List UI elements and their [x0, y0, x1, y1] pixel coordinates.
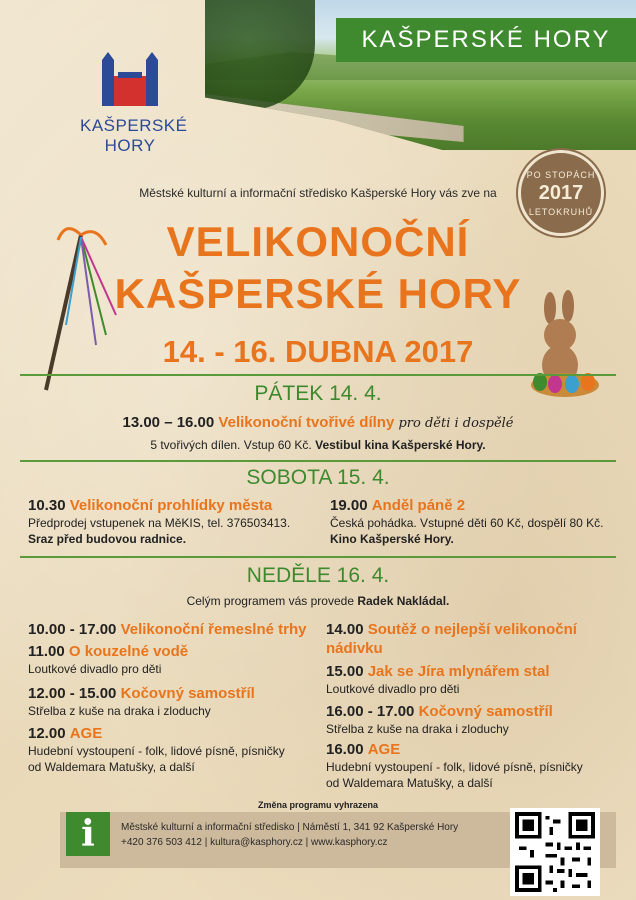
- info-icon: i: [66, 812, 110, 856]
- sunday-event: [326, 620, 626, 658]
- event-name-line2: nádivku: [326, 640, 383, 657]
- stamp-top-text: PO STOPÁCH: [526, 169, 596, 180]
- event-desc-line2: od Waldemara Matušky, a další: [28, 760, 195, 774]
- event-name: O kouzelné vodě: [68, 643, 189, 660]
- sunday-event: [28, 684, 328, 719]
- event-time: 16.00 - 17.00: [326, 703, 415, 720]
- divider: [20, 556, 616, 558]
- event-desc: Hudební vystoupení - folk, lidové písně, písničky: [326, 760, 583, 774]
- event-time: 15.00: [326, 663, 364, 680]
- divider: [20, 460, 616, 462]
- sunday-event: [326, 662, 626, 697]
- qr-code-icon: [510, 808, 600, 896]
- event-time: 12.00 - 15.00: [28, 685, 117, 702]
- town-logo: [80, 50, 188, 170]
- event-place: Sraz před budovou radnice.: [28, 532, 187, 546]
- logo-text-line1: KAŠPERSKÉ: [80, 116, 188, 135]
- event-name: Kočovný samostříl: [120, 685, 255, 702]
- footer-line1: Městské kulturní a informační středisko | Náměstí 1, 341 92 Kašperské Hory: [121, 822, 459, 833]
- sunday-event: [28, 642, 328, 677]
- divider: [20, 374, 616, 376]
- guide-name: Radek Nakládal.: [357, 594, 450, 608]
- event-desc: Loutkové divadlo pro děti: [326, 682, 460, 696]
- friday-details: [0, 438, 636, 452]
- sunday-heading: NEDĚLE 16. 4.: [246, 564, 390, 587]
- event-name: Velikonoční řemeslné trhy: [120, 621, 307, 638]
- saturday-heading: SOBOTA 15. 4.: [246, 466, 390, 489]
- stamp-year: 2017: [538, 181, 584, 204]
- sunday-event: [28, 620, 328, 639]
- sunday-guide: [0, 594, 636, 608]
- event-place: Kino Kašperské Hory.: [330, 532, 454, 546]
- friday-event: [0, 414, 636, 431]
- title-line2: KAŠPERSKÉ HORY: [114, 270, 522, 317]
- event-dates: 14. - 16. DUBNA 2017: [162, 334, 474, 369]
- event-desc: Česká pohádka. Vstupné děti 60 Kč, dospělí 80 Kč.: [330, 516, 604, 530]
- friday-heading: PÁTEK 14. 4.: [254, 382, 382, 405]
- event-desc: Střelba z kuše na draka i zloduchy: [28, 704, 211, 718]
- event-desc: Hudební vystoupení - folk, lidové písně, písničky: [28, 744, 285, 758]
- logo-text-line2: HORY: [104, 136, 156, 155]
- sunday-event: [326, 702, 626, 737]
- friday-time: 13.00 – 16.00: [122, 414, 215, 431]
- guide-prefix: Celým programem vás provede: [186, 594, 354, 608]
- event-desc: Střelba z kuše na draka i zloduchy: [326, 722, 509, 736]
- event-desc-line2: od Waldemara Matušky, a další: [326, 776, 493, 790]
- castle-towers-icon: [98, 50, 162, 110]
- program-change-note: Změna programu vyhrazena: [257, 800, 379, 810]
- invitation-text: Městské kulturní a informační středisko Kašperské Hory vás zve na: [139, 186, 497, 200]
- event-time: 11.00: [28, 643, 65, 660]
- footer-contact: [121, 820, 501, 850]
- event-name: Soutěž o nejlepší velikonoční: [367, 621, 577, 638]
- stamp-bottom-text: LETOKRUHŮ: [528, 206, 594, 217]
- event-time: 16.00: [326, 741, 364, 758]
- sunday-event: [28, 724, 328, 775]
- event-name: Anděl páně 2: [371, 497, 466, 514]
- event-time: 19.00: [330, 497, 368, 514]
- event-time: 14.00: [326, 621, 364, 638]
- friday-place: Vestibul kina Kašperské Hory.: [315, 438, 486, 452]
- event-name: Jak se Jíra mlynářem stal: [367, 663, 550, 680]
- event-name: AGE: [69, 725, 103, 742]
- sunday-event: [326, 740, 626, 791]
- town-band-text: KAŠPERSKÉ HORY: [361, 26, 611, 53]
- saturday-event: [330, 496, 620, 547]
- town-band: [336, 18, 636, 62]
- event-time: 10.00 - 17.00: [28, 621, 117, 638]
- title-line1: VELIKONOČNÍ: [166, 218, 470, 265]
- event-name: Kočovný samostříl: [418, 703, 553, 720]
- event-time: 10.30: [28, 497, 66, 514]
- saturday-event: [28, 496, 328, 547]
- event-time: 12.00: [28, 725, 66, 742]
- qr-pattern: [514, 812, 596, 892]
- event-desc: Předprodej vstupenek na MěKIS, tel. 376503413.: [28, 516, 291, 530]
- friday-event-note: pro děti i dospělé: [398, 416, 514, 431]
- event-desc: Loutkové divadlo pro děti: [28, 662, 162, 676]
- friday-event-name: Velikonoční tvořivé dílny: [218, 414, 395, 431]
- trees-shape: [205, 0, 315, 110]
- event-name: Velikonoční prohlídky města: [69, 497, 273, 514]
- footer-line2: +420 376 503 412 | kultura@kasphory.cz | www.kasphory.cz: [121, 837, 388, 848]
- friday-desc: 5 tvořivých dílen. Vstup 60 Kč.: [150, 438, 312, 452]
- event-name: AGE: [367, 741, 401, 758]
